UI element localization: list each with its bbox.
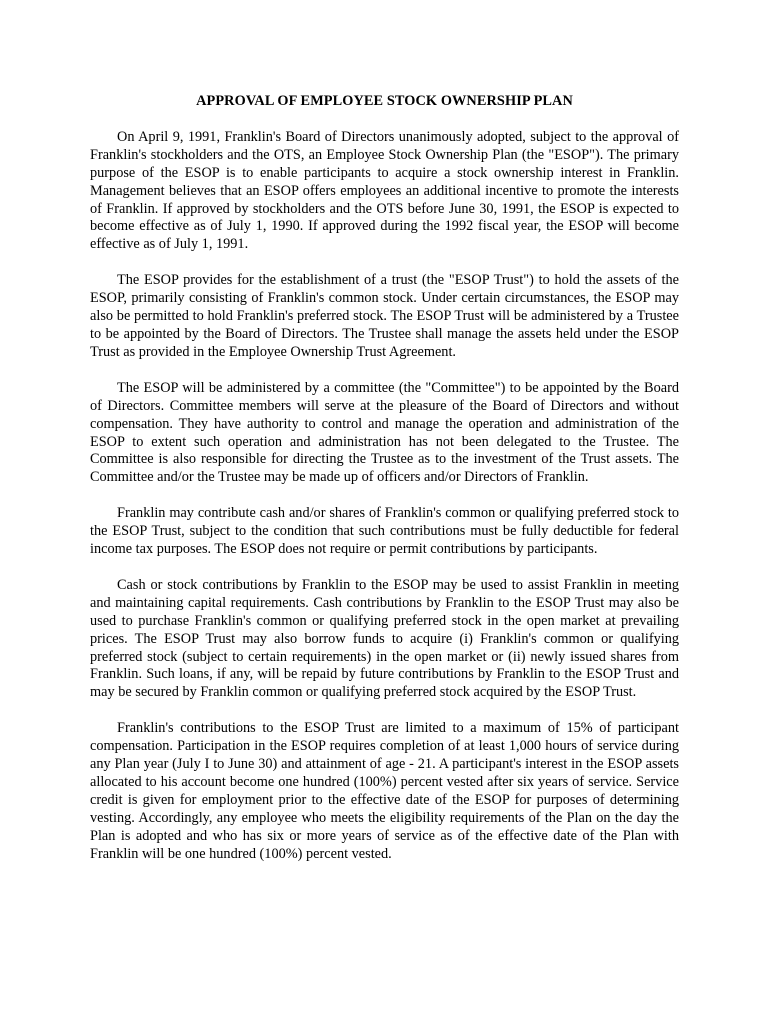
document-title: APPROVAL OF EMPLOYEE STOCK OWNERSHIP PLAN [196, 93, 573, 109]
paragraph-adoption: On April 9, 1991, Franklin's Board of Directors unanimously adopted, subject to the approval of Franklin's stockholders and the OTS, an Employee Stock Ownership Plan (the "ESOP"). The primary purpose of the ESOP is to enable participants to acquire a stock ownership interest in Franklin. Management believes that an ESOP offers employees an additional incentive to promote the interests of Franklin. If approved by stockholders and the OTS before June 30, 1991, the ESOP is expected to become effective as of July 1, 1990. If approved during the 1992 fiscal year, the ESOP will become effective as of July 1, 1991. [90, 128, 679, 253]
paragraph-committee: The ESOP will be administered by a committee (the "Committee") to be appointed by the Board of Directors. Committee members will serve at the pleasure of the Board of Directors and without compensation. They have authority to control and manage the operation and administration of the ESOP to extent such operation and administration has not been delegated to the Trustee. The Committee is also responsible for directing the Trustee as to the investment of the Trust assets. The Committee and/or the Trustee may be made up of officers and/or Directors of Franklin. [90, 379, 679, 486]
paragraph-vesting: Franklin's contributions to the ESOP Trust are limited to a maximum of 15% of participant compensation. Participation in the ESOP requires completion of at least 1,000 hours of service during any Plan year (July I to June 30) and attainment of age - 21. A participant's interest in the ESOP assets allocated to his account become one hundred (100%) percent vested after six years of service. Service credit is given for employment prior to the effective date of the ESOP for purposes of determining vesting. Accordingly, any employee who meets the eligibility requirements of the Plan on the day the Plan is adopted and who has six or more years of service as of the effective date of the Plan with Franklin will be one hundred (100%) percent vested. [90, 720, 679, 862]
document-body [90, 93, 679, 864]
paragraph-contributions: Franklin may contribute cash and/or shares of Franklin's common or qualifying preferred stock to the ESOP Trust, subject to the condition that such contributions must be fully deductible for federal income tax purposes. The ESOP does not require or permit contributions by participants. [90, 505, 679, 558]
paragraph-cash-stock: Cash or stock contributions by Franklin to the ESOP may be used to assist Franklin in meeting and maintaining capital requirements. Cash contributions by Franklin to the ESOP Trust may also be used to purchase Franklin's common or qualifying preferred stock in the open market at prevailing prices. The ESOP Trust may also borrow funds to acquire (i) Franklin's common or qualifying preferred stock (subject to certain requirements) in the open market or (ii) newly issued shares from Franklin. Such loans, if any, will be repaid by future contributions by Franklin to the ESOP Trust and may be secured by Franklin common or qualifying preferred stock acquired by the ESOP Trust. [90, 576, 679, 701]
paragraph-trust: The ESOP provides for the establishment of a trust (the "ESOP Trust") to hold the assets of the ESOP, primarily consisting of Franklin's common stock. Under certain circumstances, the ESOP may also be permitted to hold Franklin's preferred stock. The ESOP Trust will be administered by a Trustee to be appointed by the Board of Directors. The Trustee shall manage the assets held under the ESOP Trust as provided in the Employee Ownership Trust Agreement. [90, 272, 679, 360]
